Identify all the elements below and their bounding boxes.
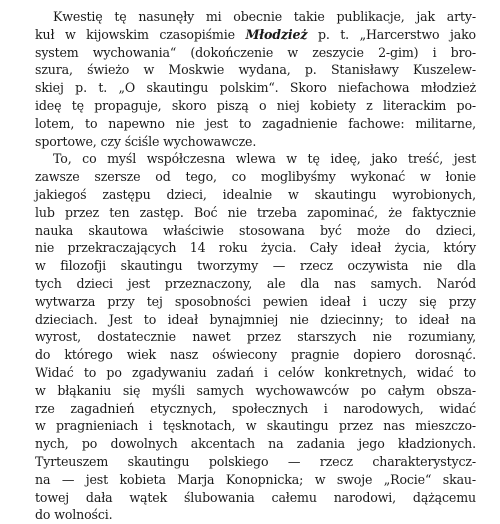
text-segment: nie przekraczających 14 roku życia. Cały ideał życia, który — [35, 240, 476, 256]
text-segment: lotem, to napewno nie jest to zagadnienie fachowe: militarne, — [35, 115, 476, 131]
text-segment: w błąkaniu się myśli samych wychowawców po całym obsza- — [35, 382, 476, 398]
text-segment: kuł w kijowskim czasopiśmie — [35, 26, 246, 42]
text-segment: w pragnieniach i tęsknotach, w skautingu przez nas mieszczo- — [35, 418, 476, 434]
text-segment: zawsze szersze od tego, co moglibyśmy wykonać w łonie — [35, 169, 476, 185]
text-segment: skiej p. t. „O skautingu polskim“. Skoro niefachowa młodzież — [35, 80, 476, 96]
text-line — [35, 97, 476, 115]
text-line — [35, 61, 476, 79]
text-segment: sportowe, czy ściśle wychowawcze. — [35, 133, 257, 149]
text-segment: Tyrteuszem skautingu polskiego — rzecz charakterystycz- — [35, 453, 476, 469]
text-line — [35, 257, 476, 275]
text-line — [35, 311, 476, 329]
text-line — [35, 471, 476, 489]
text-line — [35, 506, 476, 524]
text-segment: Widać to po zgadywaniu zadań i celów konkretnych, widać to — [35, 364, 476, 380]
text-segment: w filozofji skautingu tworzymy — rzecz oczywista nie dla — [35, 258, 476, 274]
text-line — [35, 168, 476, 186]
text-line — [35, 328, 476, 346]
text-line — [35, 8, 476, 26]
text-segment: ideę tę propaguje, skoro piszą o niej kobiety z literackim po- — [35, 97, 476, 113]
text-line — [35, 293, 476, 311]
text-line — [35, 222, 476, 240]
text-segment: do którego wiek nasz oświecony pragnie dopiero dorosnąć. — [35, 347, 476, 363]
text-segment: To, co myśl współczesna wlewa w tę ideę, jako treść, jest — [53, 151, 476, 167]
text-line — [35, 133, 476, 151]
text-segment: nych, po dowolnych akcentach na zadania jego kładzionych. — [35, 436, 476, 452]
text-segment: na — jest kobieta Marja Konopnicka; w swoje „Rocie“ skau- — [35, 471, 476, 487]
paragraph — [35, 150, 476, 524]
text-line — [35, 79, 476, 97]
text-line — [35, 417, 476, 435]
text-line — [35, 150, 476, 168]
text-line — [35, 186, 476, 204]
text-line — [35, 382, 476, 400]
text-segment: Kwestię tę nasunęły mi obecnie takie publikacje, jak arty- — [53, 9, 476, 24]
text-line — [35, 400, 476, 418]
text-line — [35, 275, 476, 293]
text-segment: p. t. „Harcerstwo jako — [307, 26, 476, 42]
text-segment: nauka skautowa właściwie stosowana być może do dzieci, — [35, 222, 476, 238]
text-line — [35, 239, 476, 257]
text-segment: jakiegoś zastępu dzieci, idealnie w skautingu wyrobionych, — [35, 186, 476, 202]
text-line — [35, 364, 476, 382]
text-segment: tych dzieci jest przeznaczony, ale dla nas samych. Naród — [35, 275, 476, 291]
body-text — [35, 8, 476, 524]
text-segment: do wolności. — [35, 507, 113, 523]
text-segment: dzieciach. Jest to ideał bynajmniej nie dziecinny; to ideał na — [35, 311, 476, 327]
text-segment: system wychowania“ (dokończenie w zeszycie 2-gim) i bro- — [35, 44, 476, 60]
text-line — [35, 26, 476, 44]
text-line — [35, 204, 476, 222]
text-line — [35, 489, 476, 507]
text-line — [35, 435, 476, 453]
text-line — [35, 346, 476, 364]
text-segment: wyrost, dostatecznie nawet przez starszych nie rozumiany, — [35, 329, 476, 345]
text-line — [35, 453, 476, 471]
italic-title: Młodzież — [245, 26, 308, 42]
text-line — [35, 44, 476, 62]
text-segment: rze zagadnień etycznych, społecznych i narodowych, widać — [35, 400, 476, 416]
text-segment: towej dała wątek ślubowania całemu narodowi, dążącemu — [35, 489, 476, 505]
text-line — [35, 115, 476, 133]
paragraph — [35, 8, 476, 150]
text-segment: lub przez ten zastęp. Boć nie trzeba zapominać, że faktycznie — [35, 204, 476, 220]
text-segment: wytwarza przy tej sposobności pewien ideał i uczy się przy — [35, 293, 476, 309]
text-segment: szura, świeżo w Moskwie wydana, p. Stanisławy Kuszelew- — [35, 62, 476, 78]
